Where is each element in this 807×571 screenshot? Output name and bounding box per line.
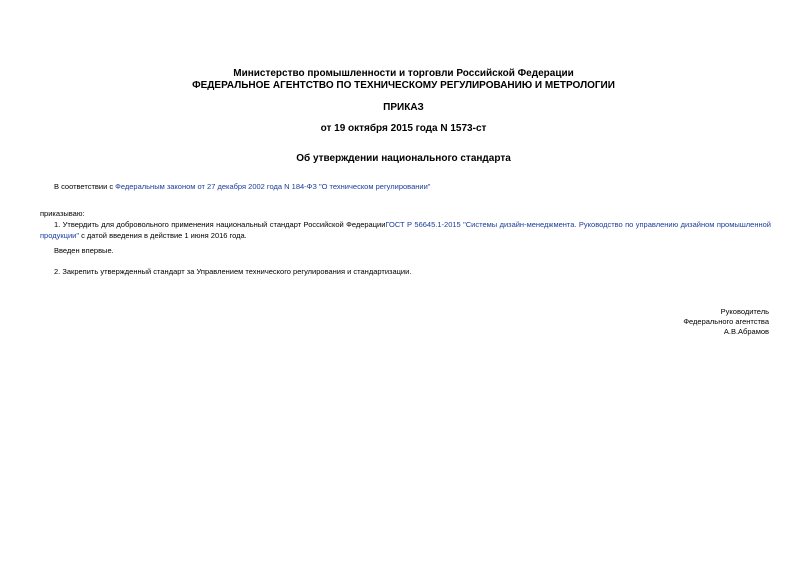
approve-standard-text: 1. Утвердить для добровольного применения национальный стандарт Российской Федерации bbox=[54, 220, 386, 229]
document-type-title: ПРИКАЗ bbox=[383, 102, 424, 113]
signature-position: Руководитель bbox=[720, 307, 769, 316]
legal-basis-prefix: В соответствии с bbox=[54, 182, 116, 191]
federal-law-link[interactable]: Федеральным законом от 27 декабря 2002 года N 184-ФЗ "О техническом регулировании" bbox=[115, 182, 431, 191]
ministry-heading: Министерство промышленности и торговли Российской Федерации bbox=[233, 68, 574, 79]
paragraph-introduced-first: Введен впервые. bbox=[54, 246, 114, 255]
paragraph-orders: приказываю: bbox=[40, 209, 85, 218]
document-date-number: от 19 октября 2015 года N 1573-ст bbox=[320, 123, 487, 134]
paragraph-legal-basis bbox=[40, 181, 771, 192]
agency-heading: ФЕДЕРАЛЬНОЕ АГЕНТСТВО ПО ТЕХНИЧЕСКОМУ РЕГУЛИРОВАНИЮ И МЕТРОЛОГИИ bbox=[192, 80, 615, 91]
signature-name: А.В.Абрамов bbox=[723, 327, 769, 336]
approve-standard-suffix: с датой введения в действие 1 июня 2016 года. bbox=[78, 231, 247, 240]
signature-organization: Федерального агентства bbox=[683, 317, 769, 326]
document-subject: Об утверждении национального стандарта bbox=[296, 153, 511, 164]
gost-standard-link[interactable]: ГОСТ Р 56645.1-2015 "Системы дизайн-менеджмента. Руководство по управлению дизайном промышленной продукции" bbox=[40, 220, 771, 240]
paragraph-assign-standard: 2. Закрепить утвержденный стандарт за Управлением технического регулирования и стандартизации. bbox=[54, 267, 412, 276]
paragraph-approve-standard bbox=[40, 219, 771, 241]
